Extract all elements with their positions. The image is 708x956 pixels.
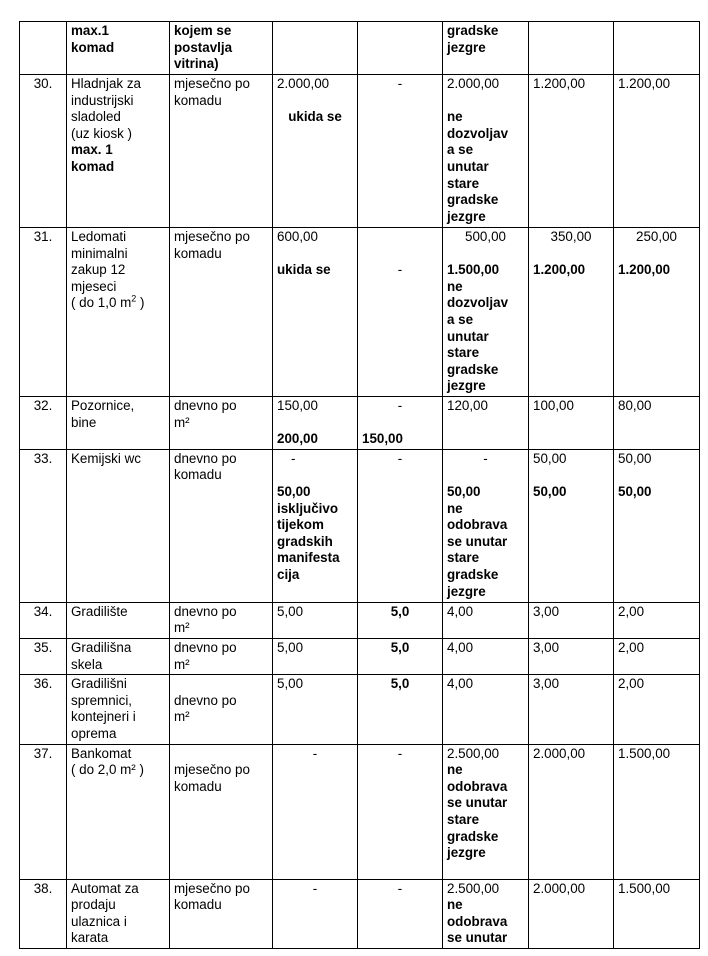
fee-cell <box>273 22 358 75</box>
fee-cell: 2,00 <box>614 675 700 744</box>
fee-cell: 5,00 <box>273 638 358 674</box>
fee-cell: 2,00 <box>614 638 700 674</box>
fee-cell: 350,00 1.200,00 <box>529 228 614 397</box>
table-row <box>20 675 700 744</box>
item-name: Gradilišna skela <box>67 638 170 674</box>
row-number: 34. <box>20 602 67 638</box>
fee-cell: 3,00 <box>529 638 614 674</box>
unit-cell: dnevno po m² <box>170 675 273 744</box>
row-number: 37. <box>20 744 67 879</box>
fee-cell: 150,00 200,00 <box>273 397 358 450</box>
table-row <box>20 879 700 948</box>
row-number: 31. <box>20 228 67 397</box>
fee-cell: 2.000,00 <box>529 879 614 948</box>
fee-table <box>19 21 700 949</box>
unit-cell: dnevno po m² <box>170 397 273 450</box>
fee-cell <box>358 22 443 75</box>
fee-cell: - <box>273 744 358 879</box>
table-row <box>20 228 700 397</box>
item-name: Bankomat ( do 2,0 m² ) <box>67 744 170 879</box>
fee-cell: 2.000,00 <box>529 744 614 879</box>
fee-cell: 2,00 <box>614 602 700 638</box>
fee-cell: - <box>358 744 443 879</box>
table-row <box>20 449 700 602</box>
fee-cell: - 50,00 isključivo tijekom gradskih manifesta cija <box>273 449 358 602</box>
fee-cell: 2.500,00 ne odobrava se unutar stare gradske jezgre <box>443 744 529 879</box>
row-number: 36. <box>20 675 67 744</box>
item-name: Kemijski wc <box>67 449 170 602</box>
fee-cell <box>529 22 614 75</box>
item-name: Hladnjak za industrijski sladoled (uz kiosk ) max. 1 komad <box>67 75 170 228</box>
fee-cell: - <box>358 228 443 397</box>
unit-cell: mjesečno po komadu <box>170 75 273 228</box>
unit-cell: dnevno po m² <box>170 602 273 638</box>
fee-cell <box>614 22 700 75</box>
fee-cell: 2.500,00 ne odobrava se unutar <box>443 879 529 948</box>
fee-cell: 2.000,00 ne dozvoljav a se unutar stare gradske jezgre <box>443 75 529 228</box>
fee-cell: 500,00 1.500,00 ne dozvoljav a se unutar stare gradske jezgre <box>443 228 529 397</box>
table-row <box>20 397 700 450</box>
fee-cell: 3,00 <box>529 675 614 744</box>
fee-cell: 1.200,00 <box>614 75 700 228</box>
unit-cell: dnevno po m² <box>170 638 273 674</box>
fee-cell: - <box>273 879 358 948</box>
fee-cell: - <box>358 75 443 228</box>
fee-cell: 4,00 <box>443 602 529 638</box>
unit-cell: mjesečno po komadu <box>170 879 273 948</box>
table-row <box>20 638 700 674</box>
table-row <box>20 744 700 879</box>
fee-cell: 5,0 <box>358 602 443 638</box>
item-name: Automat za prodaju ulaznica i karata <box>67 879 170 948</box>
name-cell: max.1 komad <box>67 22 170 75</box>
fee-cell: gradske jezgre <box>443 22 529 75</box>
item-name: Ledomati minimalni zakup 12 mjeseci ( do 1,0 $m^2$ ) <box>67 228 170 397</box>
fee-cell: 1.500,00 <box>614 879 700 948</box>
fee-cell: 5,0 <box>358 638 443 674</box>
fee-cell: 2.000,00 ukida se <box>273 75 358 228</box>
table-row <box>20 602 700 638</box>
row-number: 33. <box>20 449 67 602</box>
number-cell <box>20 22 67 75</box>
fee-cell: 250,00 1.200,00 <box>614 228 700 397</box>
unit-cell: mjesečno po komadu <box>170 228 273 397</box>
row-number: 38. <box>20 879 67 948</box>
row-number: 30. <box>20 75 67 228</box>
table-row <box>20 22 700 75</box>
fee-cell: 1.200,00 <box>529 75 614 228</box>
fee-cell: - <box>358 879 443 948</box>
row-number: 32. <box>20 397 67 450</box>
fee-cell: 4,00 <box>443 675 529 744</box>
fee-cell: 100,00 <box>529 397 614 450</box>
fee-cell: 5,0 <box>358 675 443 744</box>
fee-cell: - 150,00 <box>358 397 443 450</box>
item-name: Pozornice, bine <box>67 397 170 450</box>
fee-cell: 1.500,00 <box>614 744 700 879</box>
fee-cell: 4,00 <box>443 638 529 674</box>
unit-cell: kojem se postavlja vitrina) <box>170 22 273 75</box>
fee-cell: 50,00 50,00 <box>529 449 614 602</box>
item-name: Gradilište <box>67 602 170 638</box>
fee-cell: - 50,00 ne odobrava se unutar stare gradske jezgre <box>443 449 529 602</box>
fee-cell: 5,00 <box>273 675 358 744</box>
fee-cell: 600,00 ukida se <box>273 228 358 397</box>
fee-cell: 3,00 <box>529 602 614 638</box>
fee-cell: 5,00 <box>273 602 358 638</box>
unit-cell: dnevno po komadu <box>170 449 273 602</box>
fee-cell: 120,00 <box>443 397 529 450</box>
row-number: 35. <box>20 638 67 674</box>
fee-cell: - <box>358 449 443 602</box>
fee-cell: 80,00 <box>614 397 700 450</box>
unit-cell: mjesečno po komadu <box>170 744 273 879</box>
fee-cell: 50,00 50,00 <box>614 449 700 602</box>
table-row <box>20 75 700 228</box>
item-name: Gradilišni spremnici, kontejneri i oprema <box>67 675 170 744</box>
